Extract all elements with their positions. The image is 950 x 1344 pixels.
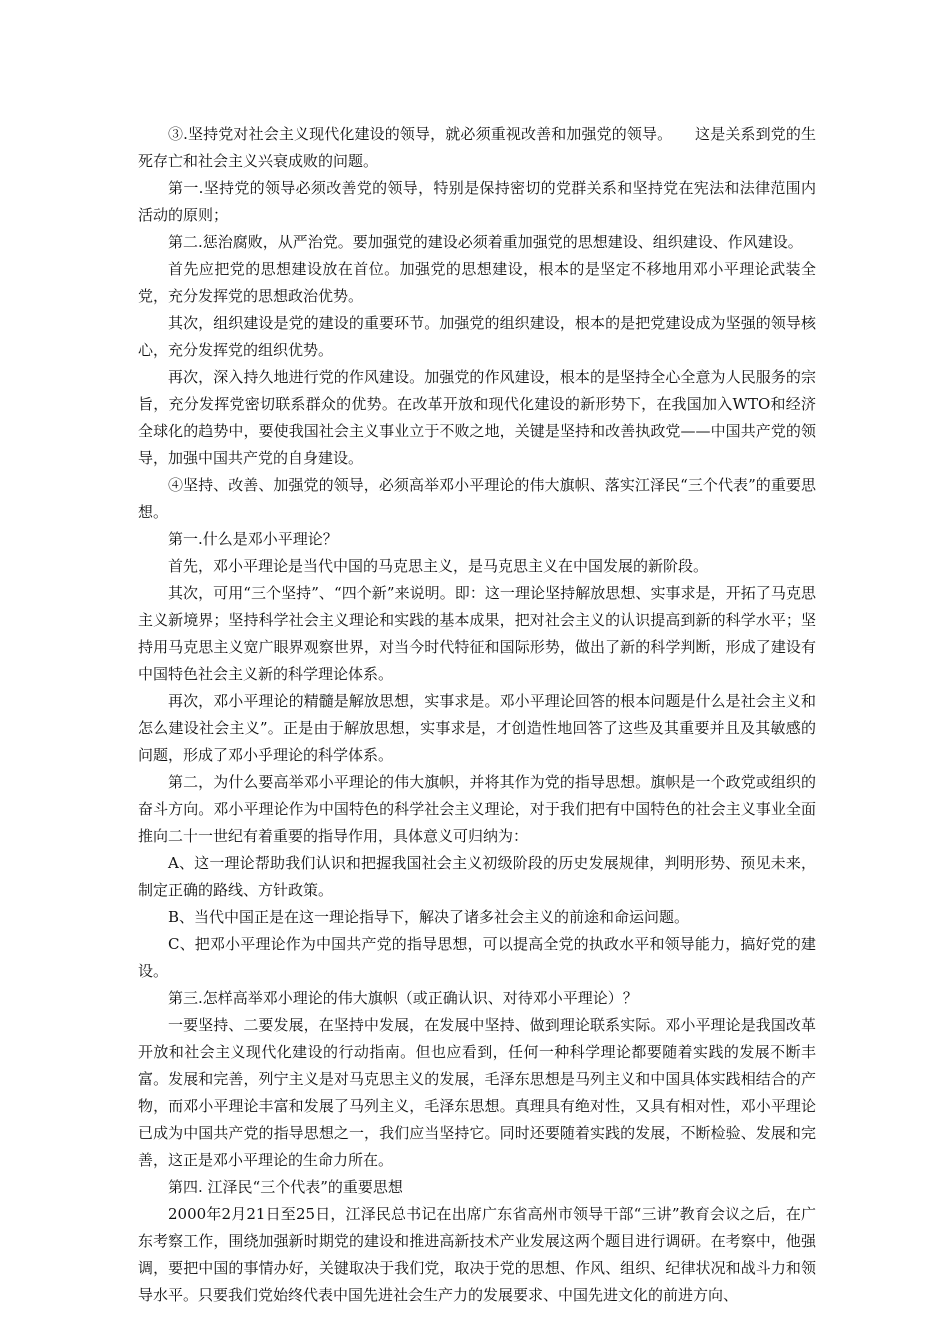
paragraph: 第四. 江泽民“三个代表”的重要思想 <box>168 1178 403 1196</box>
paragraph: 第三.怎样高举邓小理论的伟大旗帜（或正确认识、对待邓小平理论）？ <box>168 989 638 1007</box>
paragraph: 其次，组织建设是党的建设的重要环节。加强党的组织建设，根本的是把党建设成为坚强的领导核心，充分发挥党的组织优势。 <box>138 314 816 359</box>
paragraph: A、这一理论帮助我们认识和把握我国社会主义初级阶段的历史发展规律，判明形势、预见未来，制定正确的路线、方针政策。 <box>138 854 816 899</box>
paragraph: 2000年2月21日至25日，江泽民总书记在出席广东省高州市领导干部“三讲”教育会议之后，在广东考察工作，围绕加强新时期党的建设和推进高新技术产业发展这两个题目进行调研。在考察中，他强调，要把中国的事情办好，关键取决于我们党，取决于党的思想、作风、组织、纪律状况和战斗力和领导水平。只要我们党始终代表中国先进社会生产力的发展要求、中国先进文化的前进方向、 <box>138 1205 816 1304</box>
paragraph: 再次，深入持久地进行党的作风建设。加强党的作风建设，根本的是坚持全心全意为人民服务的宗旨，充分发挥党密切联系群众的优势。在改革开放和现代化建设的新形势下，在我国加入WTO和经济全球化的趋势中，要使我国社会主义事业立于不败之地，关键是坚持和改善执政党——中国共产党的领导，加强中国共产党的自身建设。 <box>138 368 816 467</box>
paragraph: 首先，邓小平理论是当代中国的马克思主义，是马克思主义在中国发展的新阶段。 <box>168 557 709 575</box>
paragraph: 第一.什么是邓小平理论？ <box>168 530 338 548</box>
paragraph: 其次，可用“三个坚持”、“四个新”来说明。即：这一理论坚持解放思想、实事求是，开拓了马克思主义新境界；坚持科学社会主义理论和实践的基本成果，把对社会主义的认识提高到新的科学水平；坚持用马克思主义宽广眼界观察世界，对当今时代特征和国际形势，做出了新的科学判断，形成了建设有中国特色社会主义新的科学理论体系。 <box>138 584 816 683</box>
paragraph: 第二.惩治腐败，从严治党。要加强党的建设必须着重加强党的思想建设、组织建设、作风建设。 <box>168 233 803 251</box>
paragraph: 第一.坚持党的领导必须改善党的领导，特别是保持密切的党群关系和坚持党在宪法和法律范围内活动的原则； <box>138 179 816 224</box>
paragraph: 第二，为什么要高举邓小平理论的伟大旗帜，并将其作为党的指导思想。旗帜是一个政党或组织的奋斗方向。邓小平理论作为中国特色的科学社会主义理论，对于我们把有中国特色的社会主义事业全面推向二十一世纪有着重要的指导作用，具体意义可归纳为： <box>138 773 816 845</box>
paragraph: 一要坚持、二要发展，在坚持中发展，在发展中坚持、做到理论联系实际。邓小平理论是我国改革开放和社会主义现代化建设的行动指南。但也应看到，任何一种科学理论都要随着实践的发展不断丰富。发展和完善，列宁主义是对马克思主义的发展，毛泽东思想是马列主义和中国具体实践相结合的产物，而邓小平理论丰富和发展了马列主义，毛泽东思想。真理具有绝对性，又具有相对性，邓小平理论已成为中国共产党的指导思想之一，我们应当坚持它。同时还要随着实践的发展，不断检验、发展和完善，这正是邓小平理论的生命力所在。 <box>138 1016 816 1169</box>
paragraph: B、当代中国正是在这一理论指导下，解决了诸多社会主义的前途和命运问题。 <box>168 908 690 926</box>
paragraph: C、把邓小平理论作为中国共产党的指导思想，可以提高全党的执政水平和领导能力，搞好党的建设。 <box>138 935 816 980</box>
document-body <box>138 121 816 1309</box>
paragraph: ③.坚持党对社会主义现代化建设的领导，就必须重视改善和加强党的领导。 这是关系到党的生死存亡和社会主义兴衰成败的问题。 <box>138 125 816 170</box>
paragraph: 再次，邓小平理论的精髓是解放思想，实事求是。邓小平理论回答的根本问题是什么是社会主义和怎么建设社会主义”。正是由于解放思想，实事求是，才创造性地回答了这些及其重要并且及其敏感的问题，形成了邓小乎理论的科学体系。 <box>138 692 816 764</box>
paragraph: 首先应把党的思想建设放在首位。加强党的思想建设，根本的是坚定不移地用邓小平理论武装全党，充分发挥党的思想政治优势。 <box>138 260 816 305</box>
paragraph: ④坚持、改善、加强党的领导，必须高举邓小平理论的伟大旗帜、落实江泽民“三个代表”的重要思想。 <box>138 476 816 521</box>
